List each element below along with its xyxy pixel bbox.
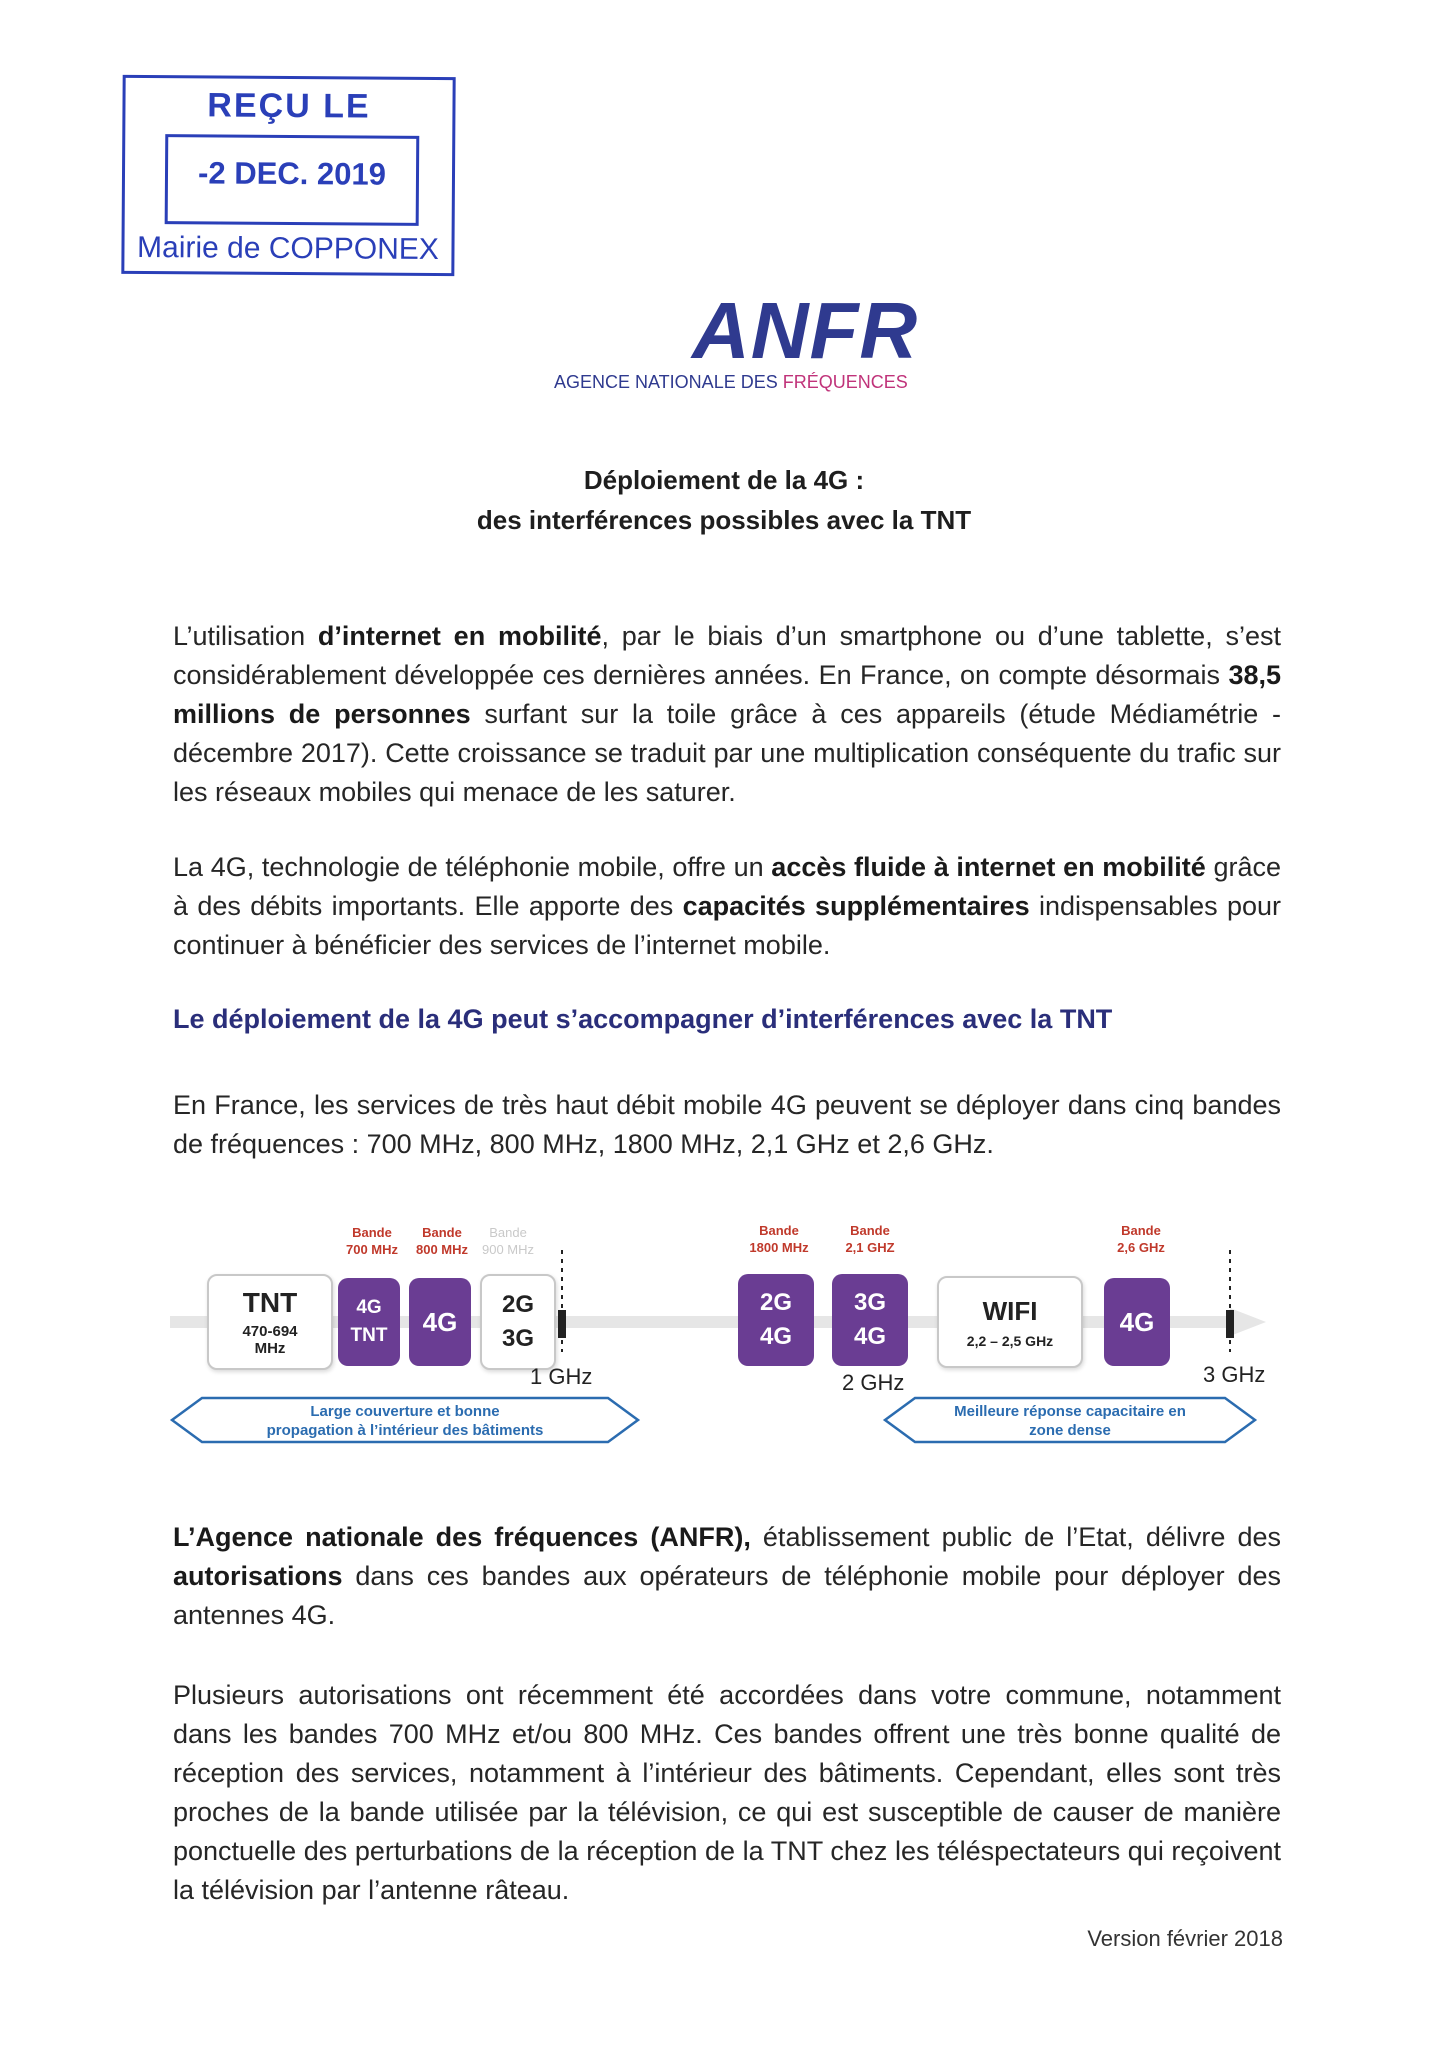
- p2-text2: grâce à des débits importants. Elle apporte des: [173, 852, 1281, 921]
- p1-bold2: 38,5 millions de personnes: [173, 660, 1281, 729]
- anfr-wave-logo-icon: [548, 144, 788, 306]
- p1-text3: surfant sur la toile grâce à ces appareils (étude Médiamétrie - décembre 2017). Cette croissance se traduit par une multiplication conséquente du trafic sur les réseaux mobiles qui menace de les saturer.: [173, 699, 1281, 807]
- stamp-mairie: Mairie de COPPONEX: [136, 230, 439, 267]
- version-footer: Version février 2018: [1087, 1926, 1283, 1951]
- anfr-logo-subtitle: [554, 372, 908, 393]
- p2-text3: indispensables pour continuer à bénéficier des services de l’internet mobile.: [173, 891, 1281, 960]
- p2-text1: La 4G, technologie de téléphonie mobile, offre un: [173, 852, 772, 882]
- p1-bold1: d’internet en mobilité: [317, 621, 602, 651]
- document-title-line1: Déploiement de la 4G :: [583, 465, 865, 495]
- anfr-logo-wordmark: ANFR: [692, 286, 919, 375]
- box-wifi: WIFI 2,2 – 2,5 GHz: [937, 1276, 1083, 1368]
- tick-3ghz: 3 GHz: [1203, 1362, 1266, 1387]
- document-title-line2: des interférences possibles avec la TNT: [476, 505, 972, 535]
- frequency-band-diagram: [150, 1212, 1280, 1472]
- box-4g-tnt: 4G TNT: [338, 1278, 400, 1366]
- p4-bold2: autorisations: [173, 1561, 343, 1591]
- paragraph-authorisations: Plusieurs autorisations ont récemment été accordées dans votre commune, notamment dans les bandes 700 MHz et/ou 800 MHz. Ces bandes offrent une très bonne qualité de réception des services, notamment à l’intérieur des bâtiments. Cependant, elles sont très proches de la bande utilisée par la télévision, ce qui est susceptible de causer de manière ponctuelle des perturbations de la réception de la TNT chez les téléspectateurs qui reçoivent la télévision par l’antenne râteau.: [173, 1680, 1281, 1905]
- box-4g-800: 4G: [409, 1278, 471, 1366]
- paragraph-internet-mobile: [173, 617, 1281, 812]
- box-tnt: TNT 470-694 MHz: [207, 1274, 333, 1370]
- reception-stamp: [121, 75, 455, 276]
- box-4g-2-6: 4G: [1104, 1278, 1170, 1366]
- label-band-800: Bande 800 MHz: [415, 1225, 469, 1257]
- tick-2ghz: 2 GHz: [842, 1370, 905, 1395]
- box-3g-4g-2-1: 3G 4G: [832, 1274, 908, 1366]
- stamp-date-box: [165, 134, 420, 226]
- section-subheading: Le déploiement de la 4G peut s’accompagner d’interférences avec la TNT: [173, 1004, 1113, 1034]
- paragraph-4g-technology: [173, 848, 1281, 965]
- logo-sub-part1: AGENCE NATIONALE DES: [554, 372, 783, 392]
- tick-1ghz: 1 GHz: [530, 1364, 593, 1389]
- label-band-900: Bande 900 MHz: [481, 1225, 535, 1257]
- p4-text1: établissement public de l’Etat, délivre des: [750, 1522, 1281, 1552]
- p1-text2: , par le biais d’un smartphone ou d’une tablette, s’est considérablement développée ces dernières années. En France, on compte désormais: [173, 621, 1282, 690]
- stamp-date: -2 DEC. 2019: [197, 155, 387, 192]
- box-2g-4g-1800: 2G 4G: [738, 1274, 814, 1366]
- callout-capacity: Meilleure réponse capacitaire en zone dense: [954, 1403, 1186, 1439]
- p2-bold1: accès fluide à internet en mobilité: [771, 852, 1206, 882]
- label-band-2-1: Bande 2,1 GHZ: [845, 1223, 895, 1255]
- logo-sub-part2: FRÉQUENCES: [782, 372, 908, 392]
- label-band-2-6: Bande 2,6 GHz: [1117, 1223, 1165, 1255]
- p4-bold1: L’Agence nationale des fréquences (ANFR),: [173, 1522, 751, 1552]
- callout-coverage: Large couverture et bonne propagation à l’intérieur des bâtiments: [266, 1403, 544, 1439]
- stamp-heading: REÇU LE: [207, 86, 371, 126]
- paragraph-anfr: [173, 1518, 1281, 1635]
- p4-text2: dans ces bandes aux opérateurs de téléphonie mobile pour déployer des antennes 4G.: [173, 1561, 1281, 1630]
- label-band-1800: Bande 1800 MHz: [749, 1223, 809, 1255]
- paragraph-frequency-bands: En France, les services de très haut débit mobile 4G peuvent se déployer dans cinq bandes de fréquences : 700 MHz, 800 MHz, 1800 MHz, 2,1 GHz et 2,6 GHz.: [173, 1090, 1281, 1159]
- p1-text1: L’utilisation: [173, 621, 318, 651]
- label-band-700: Bande 700 MHz: [345, 1225, 399, 1257]
- p2-bold2: capacités supplémentaires: [682, 891, 1030, 921]
- box-2g-3g-900: 2G 3G: [480, 1274, 556, 1370]
